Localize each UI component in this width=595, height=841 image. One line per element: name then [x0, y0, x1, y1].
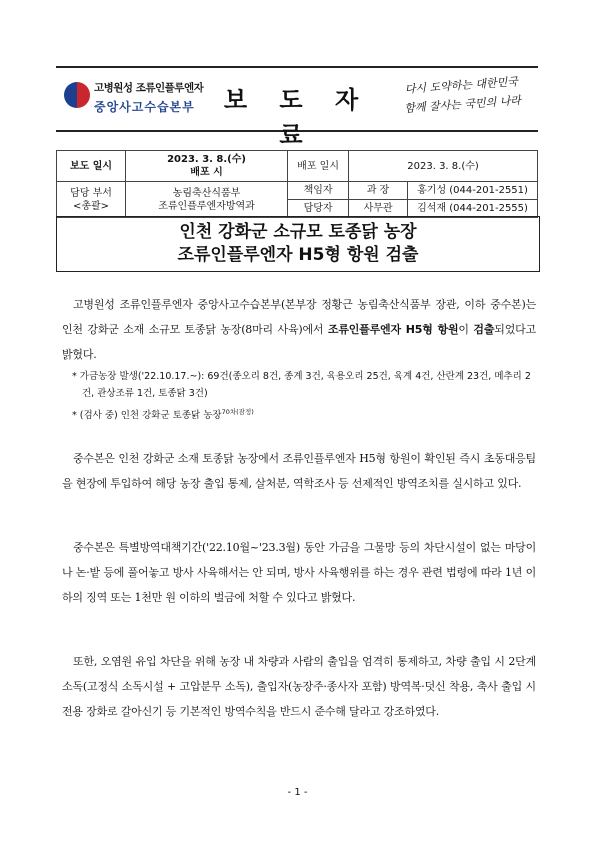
org-name-line2: 중앙사고수습본부: [94, 100, 195, 114]
page-number: - 1 -: [287, 787, 308, 798]
report-date-value: 2023. 3. 8.(수) 배포 시: [126, 151, 288, 182]
paragraph-4: 또한, 오염원 유입 차단을 위해 농장 내 차량과 사람의 출입을 엄격히 통제하고, 차량 출입 시 2단계 소독(고정식 소독시설 + 고압분무 소독), 출입자(농장주·종사자 포함) 방역복·덧신 착용, 축사 출입 시 전용 장화로 갈아신기 등 기본적인 방역수칙을 반드시 준수해 달라고 강조하였다.: [62, 655, 536, 718]
paragraph-3: 중수본은 특별방역대책기간('22.10월~'23.3월) 동안 가금을 그물망 등의 차단시설이 없는 마당이나 논·밭 등에 풀어놓고 방사 사육해서는 안 되며, 방사 사육행위를 하는 경우 관련 법령에 따라 1년 이하의 징역 또는 1천만 원 이하의 벌금에 처할 수 있다고 밝혔다.: [62, 541, 536, 604]
contact-label: 담당자: [288, 200, 349, 218]
org-logo: [60, 74, 204, 120]
taegeuk-emblem-icon: [64, 82, 90, 108]
org-name-line1: 고병원성 조류인플루엔자: [94, 82, 204, 94]
distribute-date-label: 배포 일시: [288, 151, 349, 182]
paragraph-2: 중수본은 인천 강화군 소재 토종닭 농장에서 조류인플루엔자 H5형 항원이 확인된 즉시 초동대응팀을 현장에 투입하여 해당 농장 출입 통제, 살처분, 역학조사 등 선제적인 방역조치를 실시하고 있다.: [62, 452, 536, 490]
responsible-label: 책임자: [288, 182, 349, 200]
press-release-title: 보 도 자 료: [223, 86, 371, 149]
dept-label: 담당 부서 <총괄>: [57, 182, 126, 218]
government-slogan: 다시 도약하는 대한민국 함께 잘사는 국민의 나라: [403, 75, 522, 116]
headline-box: [56, 216, 540, 272]
distribute-date-value: 2023. 3. 8.(수): [349, 151, 538, 182]
release-info-table: [56, 150, 538, 218]
headline-line2: 조류인플루엔자 H5형 항원 검출: [177, 245, 419, 265]
report-date-label: 보도 일시: [57, 151, 126, 182]
note-outbreak-count: * 가금농장 발생('22.10.17.~): 69건(종오리 8건, 종계 3건, 육용오리 25건, 육계 4건, 산란계 23건, 메추리 2건, 관상조류 1건, 토종닭 3건): [72, 371, 531, 399]
contact-role: 사무관: [349, 200, 408, 218]
responsible-name: 홍기성 (044-201-2551): [408, 182, 538, 200]
responsible-role: 과 장: [349, 182, 408, 200]
paragraph-1: 고병원성 조류인플루엔자 중앙사고수습본부(본부장 정황근 농림축산식품부 장관, 이하 중수본)는 인천 강화군 소재 소규모 토종닭 농장(8마리 사육)에서 조류인플루엔자 H5형 항원이 검출되었다고 밝혔다.: [62, 298, 536, 361]
dept-value: 농림축산식품부 조류인플루엔자방역과: [126, 182, 288, 218]
note-under-test: * (검사 중) 인천 강화군 토종닭 농장$^{70차(잠정)}$: [72, 408, 254, 422]
headline-line1: 인천 강화군 소규모 토종닭 농장: [179, 222, 417, 242]
contact-name: 김석재 (044-201-2555): [408, 200, 538, 218]
